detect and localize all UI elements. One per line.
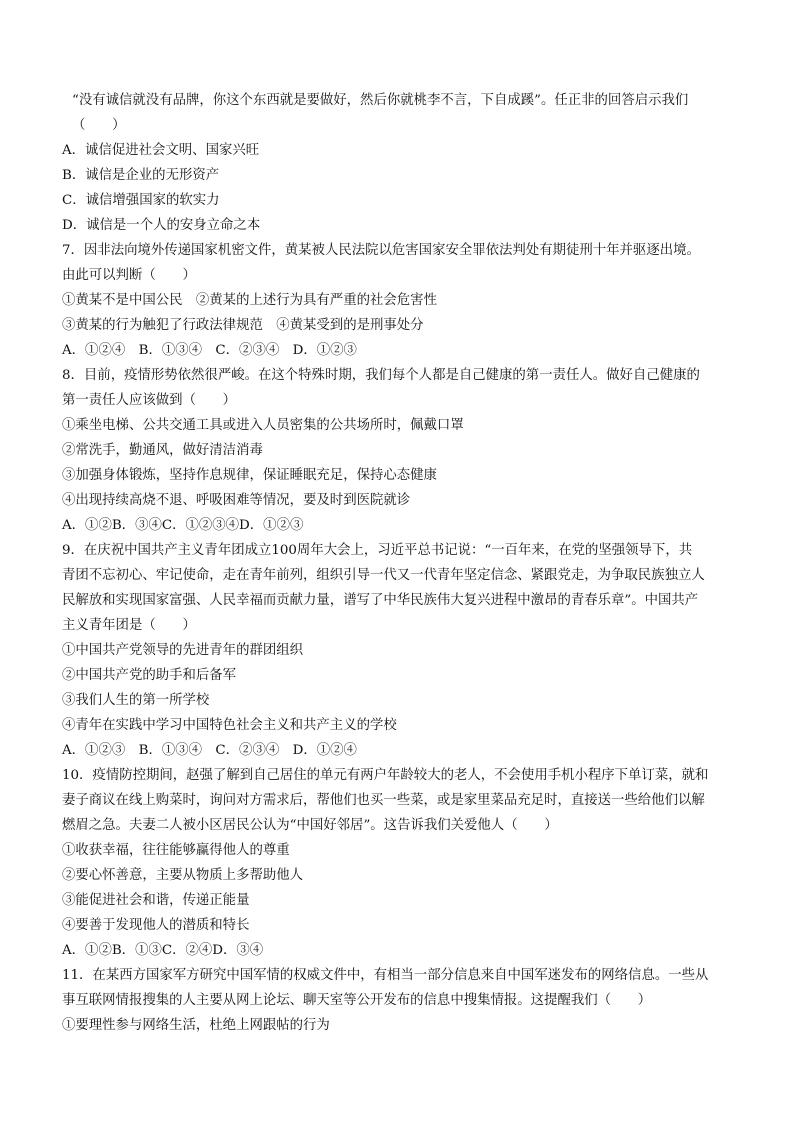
question-7-item: ③黄某的行为触犯了行政法律规范 ④黄某受到的是刑事处分 bbox=[62, 318, 424, 333]
option-d: D．诚信是一个人的安身立命之本 bbox=[62, 218, 261, 233]
question-7-stem: 7．因非法向境外传递国家机密文件，黄某被人民法院以危害国家安全罪依法判处有期徒刑十年并驱逐出境。 bbox=[62, 243, 700, 258]
question-10-stem: 燃眉之急。夫妻二人被小区居民公认为“中国好邻居”。这告诉我们关爱他人（ ） bbox=[62, 818, 558, 833]
document-page bbox=[62, 88, 742, 1038]
question-8-answers: A．①②B．③④C．①②③④D．①②③ bbox=[62, 518, 304, 533]
question-7-answers: A．①②④ B．①③④ C．②③④ D．①②③ bbox=[62, 343, 357, 358]
question-8-item: ④出现持续高烧不退、呼吸困难等情况，要及时到医院就诊 bbox=[62, 493, 411, 508]
question-9-stem: 青团不忘初心、牢记使命，走在青年前列，组织引导一代又一代青年坚定信念、紧跟党走，为争取民族独立人 bbox=[62, 568, 705, 583]
question-7-stem: 由此可以判断（ ） bbox=[62, 268, 196, 283]
question-8-item: ③加强身体锻炼，坚持作息规律，保证睡眠充足，保持心态健康 bbox=[62, 468, 437, 483]
question-10-item: ④要善于发现他人的潜质和特长 bbox=[62, 918, 250, 933]
question-10-item: ②要心怀善意，主要从物质上多帮助他人 bbox=[62, 868, 304, 883]
option-b: B．诚信是企业的无形资产 bbox=[62, 168, 220, 183]
question-8-stem: 8．目前，疫情形势依然很严峻。在这个特殊时期，我们每个人都是自己健康的第一责任人。做好自己健康的 bbox=[62, 368, 700, 383]
question-10-item: ①收获幸福，往往能够赢得他人的尊重 bbox=[62, 843, 290, 858]
question-10-stem: 妻子商议在线上购菜时，询问对方需求后，帮他们也买一些菜，或是家里菜品充足时，直接送一些给他们以解 bbox=[62, 793, 705, 808]
question-9-stem: 9．在庆祝中国共产主义青年团成立100周年大会上，习近平总书记说：“一百年来，在党的坚强领导下，共 bbox=[62, 543, 693, 558]
question-7-item: ①黄某不是中国公民 ②黄某的上述行为具有严重的社会危害性 bbox=[62, 293, 437, 308]
question-9-item: ②中国共产党的助手和后备军 bbox=[62, 668, 237, 683]
question-10-stem: 10．疫情防控期间，赵强了解到自己居住的单元有两户年龄较大的老人，不会使用手机小程序下单订菜，就和 bbox=[62, 768, 709, 783]
question-9-item: ④青年在实践中学习中国特色社会主义和共产主义的学校 bbox=[62, 718, 397, 733]
question-9-item: ①中国共产党领导的先进青年的群团组织 bbox=[62, 643, 304, 658]
question-8-stem: 第一责任人应该做到（ ） bbox=[62, 393, 237, 408]
question-11-stem: 事互联网情报搜集的人主要从网上论坛、聊天室等公开发布的信息中搜集情报。这提醒我们（ ） bbox=[62, 993, 652, 1008]
option-a: A．诚信促进社会文明、国家兴旺 bbox=[62, 143, 260, 158]
question-9-item: ③我们人生的第一所学校 bbox=[62, 693, 210, 708]
option-c: C．诚信增强国家的软实力 bbox=[62, 193, 220, 208]
question-11-item: ①要理性参与网络生活，杜绝上网跟帖的行为 bbox=[62, 1018, 330, 1033]
question-10-answers: A．①②B．①③C．②④D．③④ bbox=[62, 943, 264, 958]
question-8-item: ②常洗手，勤通风，做好清洁消毒 bbox=[62, 443, 263, 458]
question-11-stem: 11．在某西方国家军方研究中国军情的权威文件中，有相当一部分信息来自中国军迷发布的网络信息。一些从 bbox=[62, 968, 709, 983]
question-10-item: ③能促进社会和谐，传递正能量 bbox=[62, 893, 250, 908]
question-9-answers: A．①②③ B．①③④ C．②③④ D．①②④ bbox=[62, 743, 357, 758]
question-stem-line: “没有诚信就没有品牌，你这个东西就是要做好，然后你就桃李不言，下自成蹊”。任正非的回答启示我们 bbox=[72, 93, 689, 108]
question-9-stem: 主义青年团是（ ） bbox=[62, 618, 196, 633]
question-8-item: ①乘坐电梯、公共交通工具或进入人员密集的公共场所时，佩戴口罩 bbox=[62, 418, 464, 433]
question-9-stem: 民解放和实现国家富强、人民幸福而贡献力量，谱写了中华民族伟大复兴进程中激昂的青春乐章”。中国共产 bbox=[62, 593, 699, 608]
question-stem-line: （ ） bbox=[72, 118, 126, 133]
